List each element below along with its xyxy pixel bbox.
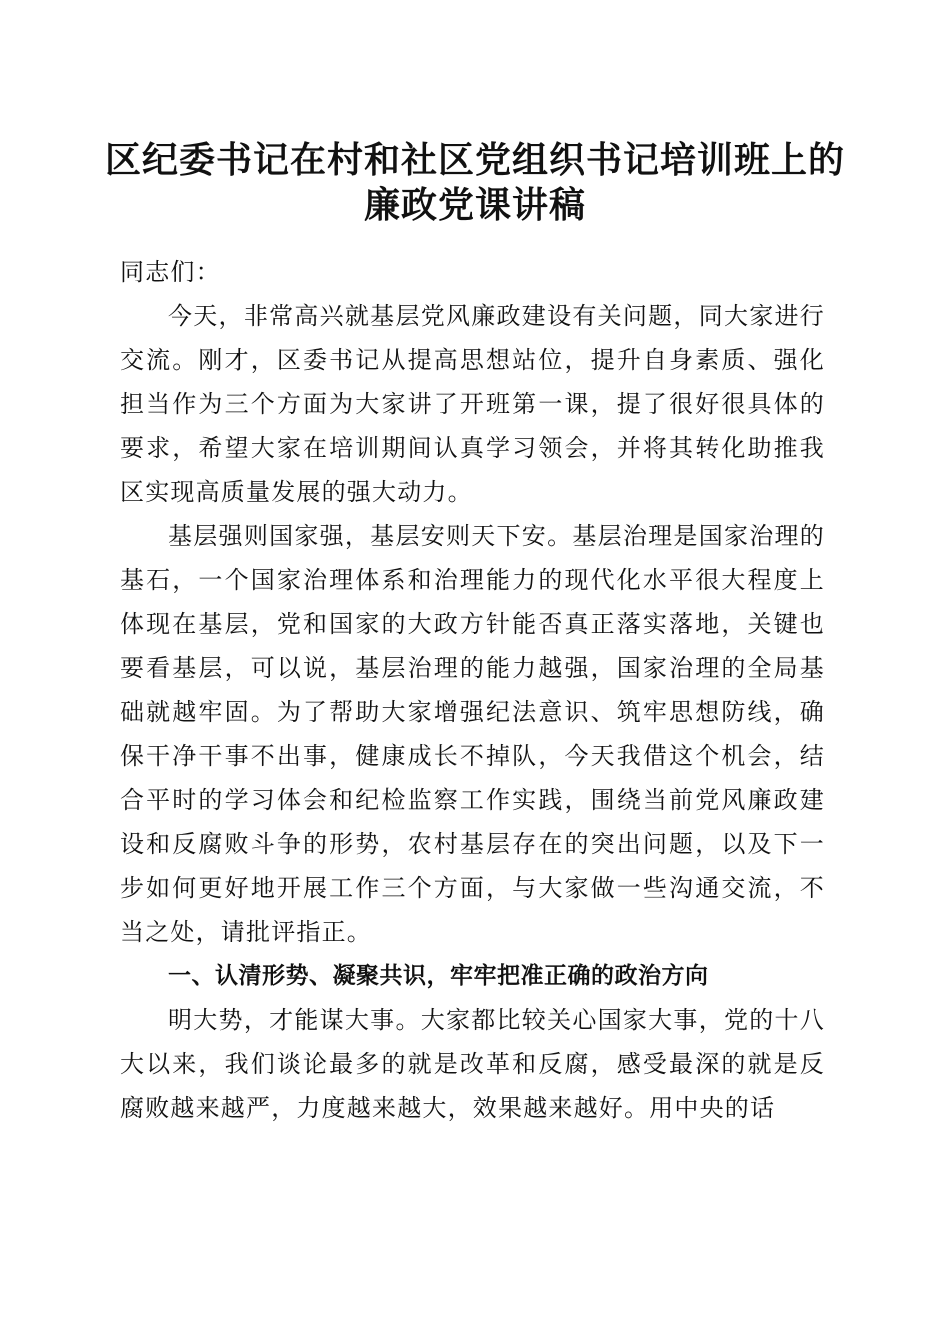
document-title-line-2: 廉政党课讲稿	[363, 184, 586, 226]
paragraph-grassroots: 基层强则国家强，基层安则天下安。基层治理是国家治理的基石，一个国家治理体系和治理能力的现代化水平很大程度上体现在基层，党和国家的大政方针能否真正落实落地，关键也要看基层，可以说，基层治理的能力越强，国家治理的全局基础就越牢固。为了帮助大家增强纪法意识、筑牢思想防线，确保干净干事不出事，健康成长不掉队，今天我借这个机会，结合平时的学习体会和纪检监察工作实践，围绕当前党风廉政建设和反腐败斗争的形势，农村基层存在的突出问题，以及下一步如何更好地开展工作三个方面，与大家做一些沟通交流，不当之处，请批评指正。	[120, 522, 825, 946]
greeting: 同志们：	[120, 258, 221, 286]
document-title-line-1: 区纪委书记在村和社区党组织书记培训班上的	[104, 139, 845, 181]
section-heading: 一、认清形势、凝聚共识，牢牢把准正确的政治方向	[168, 963, 709, 989]
paragraph-opening: 今天，非常高兴就基层党风廉政建设有关问题，同大家进行交流。刚才，区委书记从提高思想站位，提升自身素质、强化担当作为三个方面为大家讲了开班第一课，提了很好很具体的要求，希望大家在培训期间认真学习领会，并将其转化助推我区实现高质量发展的强大动力。	[120, 302, 825, 506]
section-paragraph: 明大势，才能谋大事。大家都比较关心国家大事，党的十八大以来，我们谈论最多的就是改革和反腐，感受最深的就是反腐败越来越严，力度越来越大，效果越来越好。用中央的话	[120, 1006, 825, 1122]
document-body	[120, 250, 825, 1130]
